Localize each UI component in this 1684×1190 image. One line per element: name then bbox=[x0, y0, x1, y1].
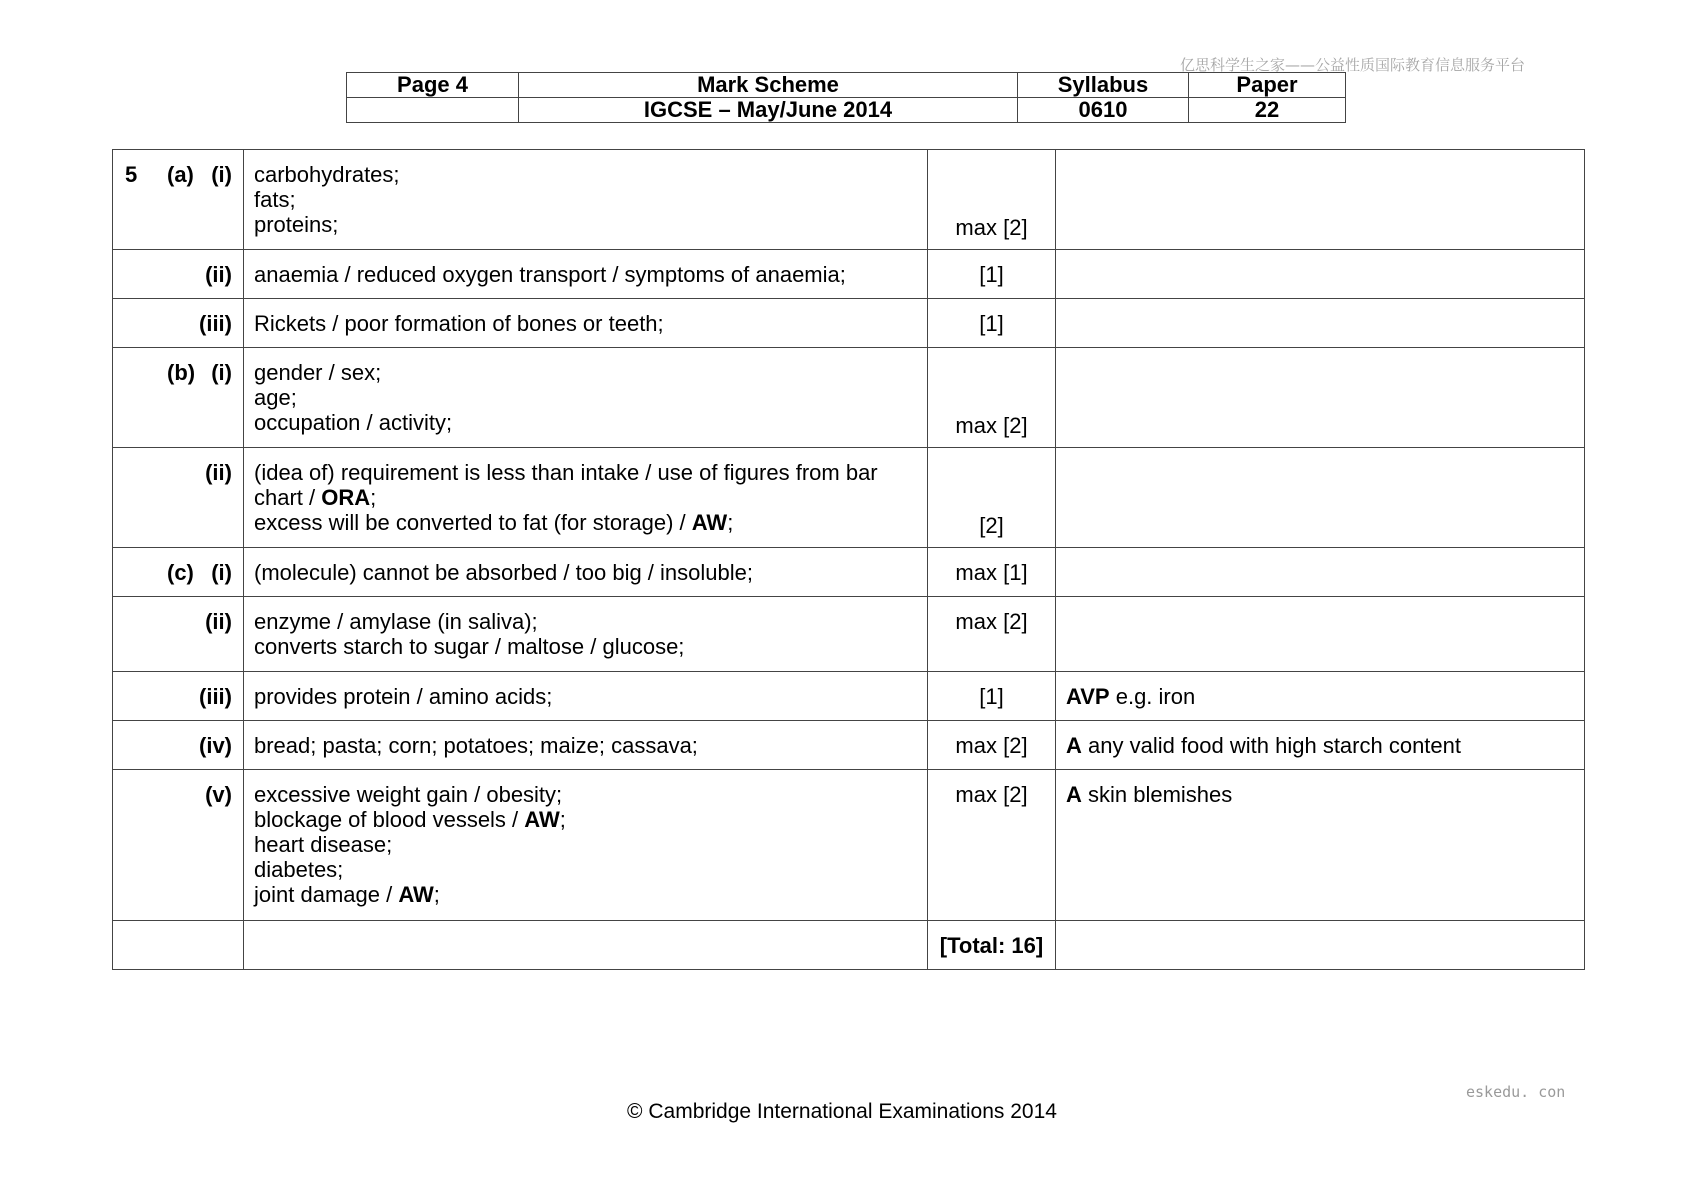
question-number-cell bbox=[113, 448, 244, 548]
guidance-cell bbox=[1056, 548, 1585, 597]
question-subpart: (iii) bbox=[199, 684, 232, 709]
page-label: Page 4 bbox=[347, 73, 519, 98]
guidance-cell bbox=[1056, 448, 1585, 548]
total-marks-text: [Total: 16] bbox=[939, 933, 1044, 958]
answer-line: carbohydrates; bbox=[254, 162, 400, 187]
syllabus-code: 0610 bbox=[1018, 98, 1189, 123]
exam-session: IGCSE – May/June 2014 bbox=[519, 98, 1018, 123]
question-number-cell bbox=[113, 299, 244, 348]
answer-line: converts starch to sugar / maltose / glucose; bbox=[254, 634, 685, 659]
answer-line: age; bbox=[254, 385, 297, 410]
question-number-cell bbox=[113, 250, 244, 299]
answer-line: gender / sex; bbox=[254, 360, 382, 385]
answer-line bbox=[254, 882, 917, 907]
question-number-cell bbox=[113, 348, 244, 448]
table-row bbox=[113, 672, 1585, 721]
question-number-cell bbox=[113, 770, 244, 921]
answer-text: (idea of) requirement is less than intake / use of figures from bar chart / bbox=[254, 460, 878, 510]
question-subpart: (i) bbox=[211, 560, 232, 585]
mark-scheme-table bbox=[112, 149, 1585, 970]
question-part: (a) bbox=[167, 162, 194, 187]
empty-cell bbox=[1056, 921, 1585, 970]
guidance-cell bbox=[1056, 672, 1585, 721]
answer-line: diabetes; bbox=[254, 857, 344, 882]
table-row bbox=[113, 597, 1585, 672]
question-subpart: (ii) bbox=[205, 460, 232, 485]
answer-punct: ; bbox=[433, 882, 440, 907]
guidance-text: skin blemishes bbox=[1081, 782, 1233, 807]
total-marks bbox=[928, 921, 1056, 970]
table-row bbox=[113, 770, 1585, 921]
answer-line: occupation / activity; bbox=[254, 410, 453, 435]
answer-line: (molecule) cannot be absorbed / too big / insoluble; bbox=[254, 560, 753, 585]
answer-cell bbox=[244, 597, 928, 672]
paper-label: Paper bbox=[1189, 73, 1346, 98]
copyright-footer: © Cambridge International Examinations 2014 bbox=[627, 1100, 1057, 1123]
answer-line: anaemia / reduced oxygen transport / symptoms of anaemia; bbox=[254, 262, 846, 287]
document-title: Mark Scheme bbox=[519, 73, 1018, 98]
empty-cell bbox=[244, 921, 928, 970]
answer-line: heart disease; bbox=[254, 832, 393, 857]
answer-line: excessive weight gain / obesity; bbox=[254, 782, 563, 807]
answer-line: Rickets / poor formation of bones or teeth; bbox=[254, 311, 664, 336]
guidance-cell bbox=[1056, 721, 1585, 770]
answer-line bbox=[254, 807, 917, 832]
answer-punct: ; bbox=[559, 807, 566, 832]
answer-text: excess will be converted to fat (for storage) / bbox=[254, 510, 692, 535]
table-row bbox=[113, 721, 1585, 770]
guidance-keyword: A bbox=[1066, 782, 1082, 807]
guidance-cell bbox=[1056, 150, 1585, 250]
guidance-text: e.g. iron bbox=[1109, 684, 1196, 709]
answer-punct: ; bbox=[370, 485, 377, 510]
site-watermark: eskedu. con bbox=[1466, 1083, 1566, 1101]
answer-line: proteins; bbox=[254, 212, 339, 237]
answer-cell bbox=[244, 770, 928, 921]
table-row bbox=[113, 150, 1585, 250]
aw-abbreviation: AW bbox=[398, 882, 434, 907]
answer-punct: ; bbox=[727, 510, 734, 535]
table-row bbox=[113, 299, 1585, 348]
marks-cell: max [1] bbox=[928, 548, 1056, 597]
table-row bbox=[113, 250, 1585, 299]
marks-cell: max [2] bbox=[928, 597, 1056, 672]
page-label-blank bbox=[347, 98, 519, 123]
question-number: 5 bbox=[125, 162, 138, 187]
answer-line: bread; pasta; corn; potatoes; maize; cassava; bbox=[254, 733, 698, 758]
table-row bbox=[113, 348, 1585, 448]
marks-cell: max [2] bbox=[928, 348, 1056, 448]
question-part: (b) bbox=[167, 360, 196, 385]
guidance-cell bbox=[1056, 299, 1585, 348]
marks-cell: [2] bbox=[928, 448, 1056, 548]
aw-abbreviation: AW bbox=[691, 510, 728, 535]
guidance-cell bbox=[1056, 597, 1585, 672]
marks-cell: max [2] bbox=[928, 150, 1056, 250]
marks-cell: [1] bbox=[928, 672, 1056, 721]
empty-cell bbox=[113, 921, 244, 970]
guidance-cell bbox=[1056, 250, 1585, 299]
marks-cell: max [2] bbox=[928, 721, 1056, 770]
marks-cell: [1] bbox=[928, 299, 1056, 348]
guidance-cell bbox=[1056, 348, 1585, 448]
question-subpart: (ii) bbox=[205, 609, 232, 634]
paper-number: 22 bbox=[1189, 98, 1346, 123]
question-number-cell bbox=[113, 597, 244, 672]
ora-abbreviation: ORA bbox=[321, 485, 371, 510]
answer-line: fats; bbox=[254, 187, 296, 212]
answer-cell bbox=[244, 721, 928, 770]
answer-cell bbox=[244, 672, 928, 721]
question-subpart: (v) bbox=[205, 782, 232, 807]
question-number-cell bbox=[113, 672, 244, 721]
answer-cell bbox=[244, 348, 928, 448]
answer-cell bbox=[244, 250, 928, 299]
syllabus-label: Syllabus bbox=[1018, 73, 1189, 98]
answer-text: blockage of blood vessels / bbox=[254, 807, 525, 832]
total-row bbox=[113, 921, 1585, 970]
question-subpart: (i) bbox=[211, 162, 232, 187]
answer-line: enzyme / amylase (in saliva); bbox=[254, 609, 538, 634]
watermark-text: 亿思科学生之家——公益性质国际教育信息服务平台 bbox=[1180, 56, 1526, 74]
guidance-cell bbox=[1056, 770, 1585, 921]
question-number-cell bbox=[113, 548, 244, 597]
answer-line bbox=[254, 460, 917, 510]
question-subpart: (ii) bbox=[205, 262, 232, 287]
answer-text: joint damage / bbox=[254, 882, 399, 907]
answer-line: provides protein / amino acids; bbox=[254, 684, 553, 709]
table-row bbox=[113, 548, 1585, 597]
question-number-cell bbox=[113, 721, 244, 770]
question-subpart: (iv) bbox=[199, 733, 232, 758]
table-row bbox=[113, 448, 1585, 548]
marks-cell: max [2] bbox=[928, 770, 1056, 921]
page-header-table bbox=[346, 72, 1346, 123]
guidance-keyword: AVP bbox=[1066, 684, 1110, 709]
answer-cell bbox=[244, 299, 928, 348]
question-number-cell bbox=[113, 150, 244, 250]
marks-cell: [1] bbox=[928, 250, 1056, 299]
answer-line bbox=[254, 510, 917, 535]
question-subpart: (i) bbox=[211, 360, 232, 385]
answer-cell bbox=[244, 448, 928, 548]
guidance-text: any valid food with high starch content bbox=[1081, 733, 1462, 758]
guidance-keyword: A bbox=[1066, 733, 1082, 758]
question-part: (c) bbox=[167, 560, 194, 585]
answer-cell bbox=[244, 150, 928, 250]
question-subpart: (iii) bbox=[199, 311, 232, 336]
aw-abbreviation: AW bbox=[524, 807, 560, 832]
answer-cell bbox=[244, 548, 928, 597]
